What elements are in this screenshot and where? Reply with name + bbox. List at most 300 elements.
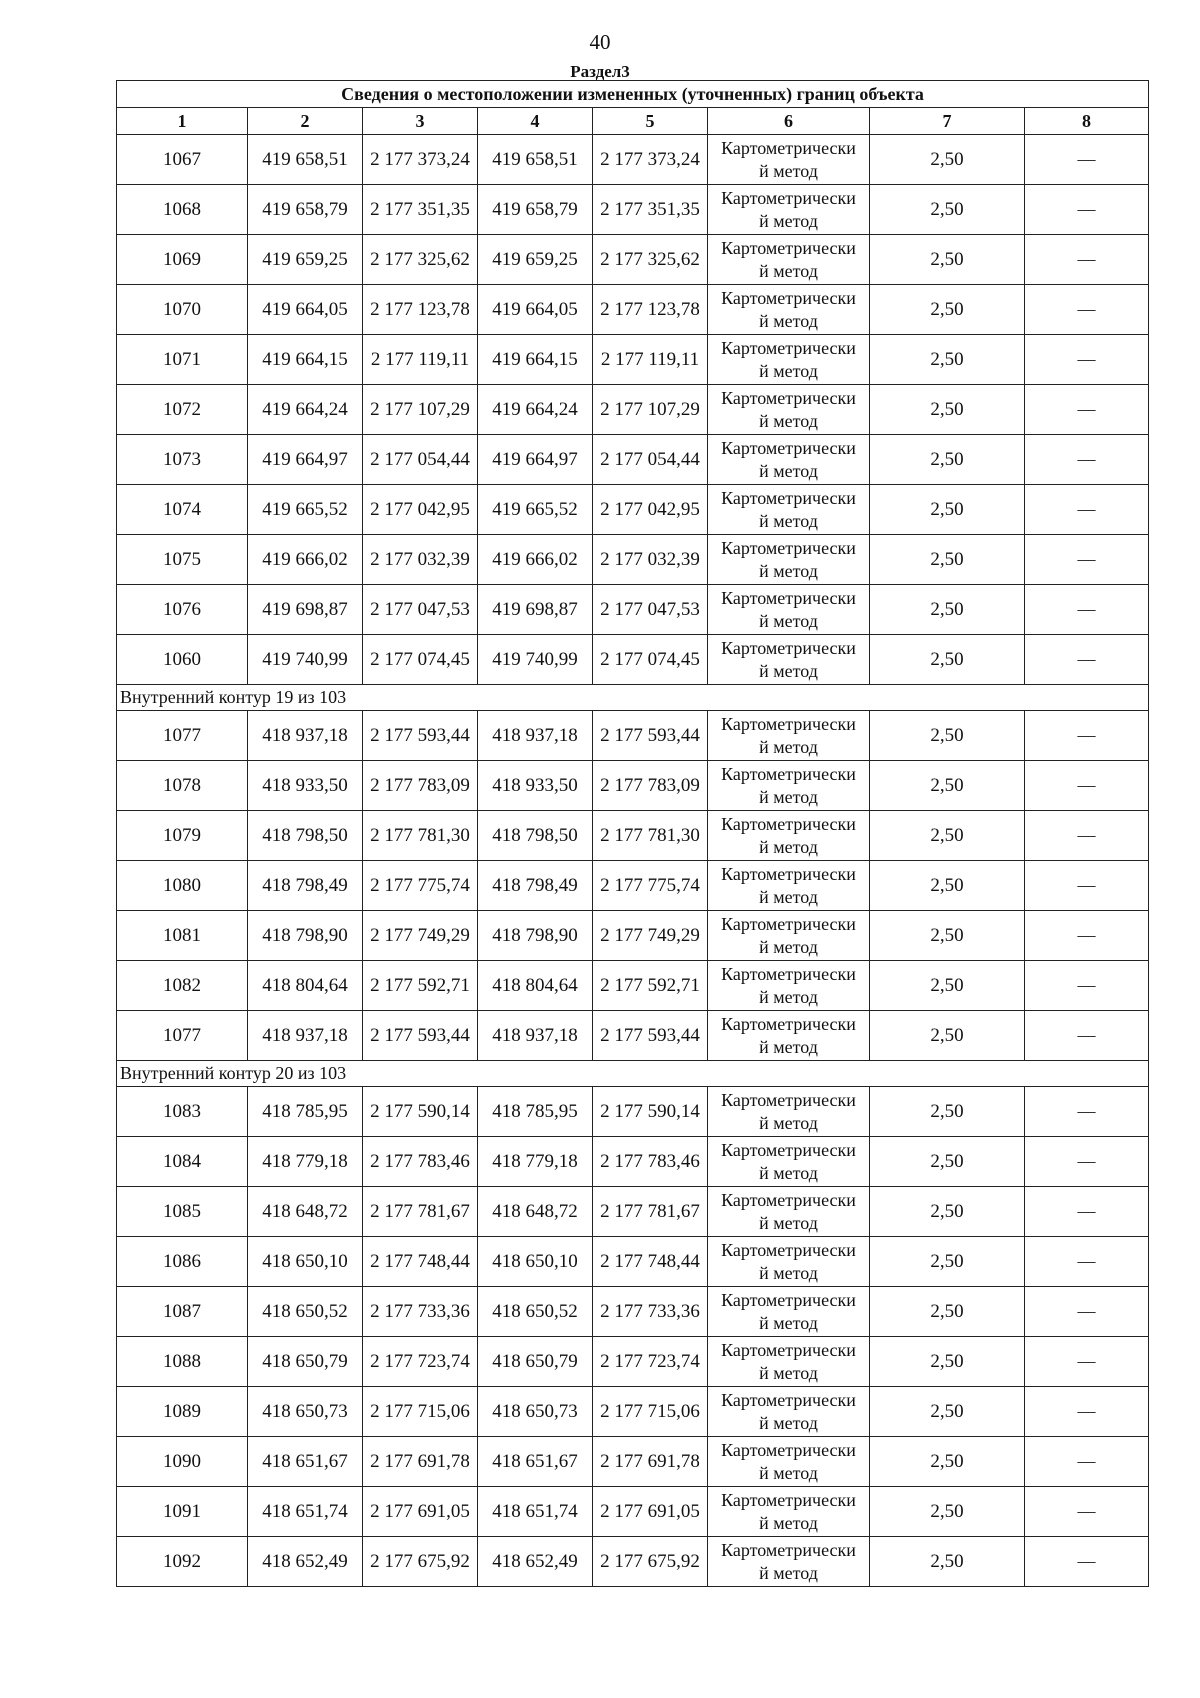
coord-x-new: 418 937,18 bbox=[478, 711, 593, 761]
coord-y-existing: 2 177 723,74 bbox=[363, 1337, 478, 1387]
coord-x-existing: 418 937,18 bbox=[248, 711, 363, 761]
table-row bbox=[117, 135, 1149, 185]
accuracy-value: 2,50 bbox=[870, 1337, 1025, 1387]
accuracy-value: 2,50 bbox=[870, 811, 1025, 861]
dash-cell: — bbox=[1025, 961, 1149, 1011]
coord-x-new: 418 804,64 bbox=[478, 961, 593, 1011]
method-line-1: Картометрически bbox=[721, 1189, 856, 1210]
method-line-2: й метод bbox=[759, 460, 818, 481]
point-number: 1068 bbox=[117, 185, 248, 235]
coord-x-existing: 418 804,64 bbox=[248, 961, 363, 1011]
method-cell bbox=[708, 911, 870, 961]
table-row bbox=[117, 1187, 1149, 1237]
table-row bbox=[117, 1387, 1149, 1437]
coord-x-new: 419 740,99 bbox=[478, 635, 593, 685]
table-row bbox=[117, 1287, 1149, 1337]
coord-y-existing: 2 177 325,62 bbox=[363, 235, 478, 285]
point-number: 1089 bbox=[117, 1387, 248, 1437]
coord-y-existing: 2 177 123,78 bbox=[363, 285, 478, 335]
page-number: 40 bbox=[589, 30, 611, 54]
accuracy-value: 2,50 bbox=[870, 1011, 1025, 1061]
coord-y-new: 2 177 691,78 bbox=[593, 1437, 708, 1487]
method-cell bbox=[708, 1137, 870, 1187]
coord-y-existing: 2 177 715,06 bbox=[363, 1387, 478, 1437]
point-number: 1078 bbox=[117, 761, 248, 811]
coord-y-new: 2 177 593,44 bbox=[593, 1011, 708, 1061]
dash-cell: — bbox=[1025, 135, 1149, 185]
table-row bbox=[117, 585, 1149, 635]
method-cell bbox=[708, 761, 870, 811]
point-number: 1091 bbox=[117, 1487, 248, 1537]
method-line-2: й метод bbox=[759, 1162, 818, 1183]
column-number: 8 bbox=[1025, 108, 1149, 135]
method-cell bbox=[708, 1237, 870, 1287]
point-number: 1077 bbox=[117, 1011, 248, 1061]
coord-y-new: 2 177 715,06 bbox=[593, 1387, 708, 1437]
accuracy-value: 2,50 bbox=[870, 1137, 1025, 1187]
table-row bbox=[117, 485, 1149, 535]
dash-cell: — bbox=[1025, 535, 1149, 585]
point-number: 1069 bbox=[117, 235, 248, 285]
method-line-1: Картометрически bbox=[721, 337, 856, 358]
dash-cell: — bbox=[1025, 1287, 1149, 1337]
method-line-2: й метод bbox=[759, 1562, 818, 1583]
method-line-2: й метод bbox=[759, 786, 818, 807]
column-number-row bbox=[117, 108, 1149, 135]
coord-y-existing: 2 177 047,53 bbox=[363, 585, 478, 635]
point-number: 1084 bbox=[117, 1137, 248, 1187]
method-line-1: Картометрически bbox=[721, 1439, 856, 1460]
coord-x-new: 419 698,87 bbox=[478, 585, 593, 635]
method-line-1: Картометрически bbox=[721, 137, 856, 158]
point-number: 1072 bbox=[117, 385, 248, 435]
coord-x-new: 418 650,79 bbox=[478, 1337, 593, 1387]
method-cell bbox=[708, 1087, 870, 1137]
accuracy-value: 2,50 bbox=[870, 1487, 1025, 1537]
coord-x-new: 419 664,97 bbox=[478, 435, 593, 485]
point-number: 1082 bbox=[117, 961, 248, 1011]
point-number: 1077 bbox=[117, 711, 248, 761]
coord-y-existing: 2 177 042,95 bbox=[363, 485, 478, 535]
accuracy-value: 2,50 bbox=[870, 911, 1025, 961]
dash-cell: — bbox=[1025, 385, 1149, 435]
coord-y-new: 2 177 775,74 bbox=[593, 861, 708, 911]
method-cell bbox=[708, 135, 870, 185]
table-row bbox=[117, 1437, 1149, 1487]
contour-header-row bbox=[117, 685, 1149, 711]
column-number: 5 bbox=[593, 108, 708, 135]
coord-y-existing: 2 177 748,44 bbox=[363, 1237, 478, 1287]
coord-y-existing: 2 177 351,35 bbox=[363, 185, 478, 235]
method-cell bbox=[708, 535, 870, 585]
dash-cell: — bbox=[1025, 435, 1149, 485]
coord-x-existing: 418 779,18 bbox=[248, 1137, 363, 1187]
coord-x-existing: 419 658,79 bbox=[248, 185, 363, 235]
accuracy-value: 2,50 bbox=[870, 761, 1025, 811]
table-row bbox=[117, 811, 1149, 861]
coord-x-new: 418 798,49 bbox=[478, 861, 593, 911]
dash-cell: — bbox=[1025, 711, 1149, 761]
coord-y-new: 2 177 047,53 bbox=[593, 585, 708, 635]
method-line-1: Картометрически bbox=[721, 487, 856, 508]
method-line-1: Картометрически bbox=[721, 913, 856, 934]
method-line-1: Картометрически bbox=[721, 537, 856, 558]
coord-x-existing: 418 651,67 bbox=[248, 1437, 363, 1487]
coord-x-existing: 419 664,24 bbox=[248, 385, 363, 435]
table-row bbox=[117, 385, 1149, 435]
method-cell bbox=[708, 1387, 870, 1437]
coord-x-new: 418 650,73 bbox=[478, 1387, 593, 1437]
method-line-1: Картометрически bbox=[721, 437, 856, 458]
accuracy-value: 2,50 bbox=[870, 235, 1025, 285]
method-line-1: Картометрически bbox=[721, 713, 856, 734]
coord-y-existing: 2 177 783,46 bbox=[363, 1137, 478, 1187]
method-line-2: й метод bbox=[759, 310, 818, 331]
table-row bbox=[117, 1011, 1149, 1061]
dash-cell: — bbox=[1025, 1011, 1149, 1061]
accuracy-value: 2,50 bbox=[870, 535, 1025, 585]
point-number: 1074 bbox=[117, 485, 248, 535]
coord-y-existing: 2 177 691,05 bbox=[363, 1487, 478, 1537]
point-number: 1071 bbox=[117, 335, 248, 385]
method-cell bbox=[708, 811, 870, 861]
table-row bbox=[117, 1137, 1149, 1187]
accuracy-value: 2,50 bbox=[870, 1187, 1025, 1237]
accuracy-value: 2,50 bbox=[870, 635, 1025, 685]
table-row bbox=[117, 1487, 1149, 1537]
coord-y-existing: 2 177 781,30 bbox=[363, 811, 478, 861]
accuracy-value: 2,50 bbox=[870, 861, 1025, 911]
method-line-2: й метод bbox=[759, 1036, 818, 1057]
method-line-2: й метод bbox=[759, 660, 818, 681]
method-cell bbox=[708, 1337, 870, 1387]
method-cell bbox=[708, 435, 870, 485]
coord-y-new: 2 177 733,36 bbox=[593, 1287, 708, 1337]
dash-cell: — bbox=[1025, 911, 1149, 961]
coord-y-new: 2 177 590,14 bbox=[593, 1087, 708, 1137]
method-cell bbox=[708, 711, 870, 761]
method-line-1: Картометрически bbox=[721, 1089, 856, 1110]
method-line-2: й метод bbox=[759, 1212, 818, 1233]
method-cell bbox=[708, 1437, 870, 1487]
method-cell bbox=[708, 961, 870, 1011]
method-cell bbox=[708, 585, 870, 635]
coord-y-new: 2 177 373,24 bbox=[593, 135, 708, 185]
coord-y-new: 2 177 032,39 bbox=[593, 535, 708, 585]
coord-x-existing: 419 658,51 bbox=[248, 135, 363, 185]
dash-cell: — bbox=[1025, 761, 1149, 811]
accuracy-value: 2,50 bbox=[870, 135, 1025, 185]
coord-x-new: 419 664,24 bbox=[478, 385, 593, 435]
dash-cell: — bbox=[1025, 1087, 1149, 1137]
column-number: 6 bbox=[708, 108, 870, 135]
coord-x-new: 418 785,95 bbox=[478, 1087, 593, 1137]
coord-y-new: 2 177 074,45 bbox=[593, 635, 708, 685]
coord-y-existing: 2 177 373,24 bbox=[363, 135, 478, 185]
coord-y-existing: 2 177 593,44 bbox=[363, 1011, 478, 1061]
table-row bbox=[117, 235, 1149, 285]
coord-x-new: 419 659,25 bbox=[478, 235, 593, 285]
coord-y-existing: 2 177 590,14 bbox=[363, 1087, 478, 1137]
method-line-1: Картометрически bbox=[721, 1539, 856, 1560]
method-cell bbox=[708, 1187, 870, 1237]
method-line-1: Картометрически bbox=[721, 287, 856, 308]
coord-y-existing: 2 177 691,78 bbox=[363, 1437, 478, 1487]
table-row bbox=[117, 1087, 1149, 1137]
dash-cell: — bbox=[1025, 1387, 1149, 1437]
coord-y-existing: 2 177 775,74 bbox=[363, 861, 478, 911]
accuracy-value: 2,50 bbox=[870, 1387, 1025, 1437]
coord-x-existing: 418 650,73 bbox=[248, 1387, 363, 1437]
method-cell bbox=[708, 485, 870, 535]
table-row bbox=[117, 335, 1149, 385]
coord-x-existing: 418 798,49 bbox=[248, 861, 363, 911]
method-line-2: й метод bbox=[759, 1312, 818, 1333]
coord-x-new: 419 658,51 bbox=[478, 135, 593, 185]
coord-y-new: 2 177 749,29 bbox=[593, 911, 708, 961]
coord-y-new: 2 177 119,11 bbox=[593, 335, 708, 385]
coord-y-existing: 2 177 119,11 bbox=[363, 335, 478, 385]
coord-x-existing: 419 740,99 bbox=[248, 635, 363, 685]
method-line-1: Картометрически bbox=[721, 1139, 856, 1160]
dash-cell: — bbox=[1025, 811, 1149, 861]
coord-y-new: 2 177 325,62 bbox=[593, 235, 708, 285]
coord-y-new: 2 177 123,78 bbox=[593, 285, 708, 335]
accuracy-value: 2,50 bbox=[870, 285, 1025, 335]
point-number: 1090 bbox=[117, 1437, 248, 1487]
accuracy-value: 2,50 bbox=[870, 435, 1025, 485]
method-line-2: й метод bbox=[759, 410, 818, 431]
dash-cell: — bbox=[1025, 335, 1149, 385]
point-number: 1076 bbox=[117, 585, 248, 635]
boundary-table bbox=[116, 80, 1149, 1587]
coord-x-existing: 419 666,02 bbox=[248, 535, 363, 585]
coord-x-new: 419 665,52 bbox=[478, 485, 593, 535]
method-cell bbox=[708, 185, 870, 235]
method-line-2: й метод bbox=[759, 1362, 818, 1383]
method-line-1: Картометрически bbox=[721, 863, 856, 884]
method-cell bbox=[708, 235, 870, 285]
dash-cell: — bbox=[1025, 1187, 1149, 1237]
coord-y-existing: 2 177 749,29 bbox=[363, 911, 478, 961]
method-line-1: Картометрически bbox=[721, 763, 856, 784]
contour-label: Внутренний контур 20 из 103 bbox=[117, 1061, 1149, 1087]
method-line-1: Картометрически bbox=[721, 813, 856, 834]
point-number: 1073 bbox=[117, 435, 248, 485]
coord-y-new: 2 177 781,67 bbox=[593, 1187, 708, 1237]
method-cell bbox=[708, 1011, 870, 1061]
coord-y-new: 2 177 783,09 bbox=[593, 761, 708, 811]
section-title: Раздел3 bbox=[570, 62, 630, 81]
point-number: 1081 bbox=[117, 911, 248, 961]
table-row bbox=[117, 1237, 1149, 1287]
coord-x-new: 419 658,79 bbox=[478, 185, 593, 235]
point-number: 1079 bbox=[117, 811, 248, 861]
coord-y-new: 2 177 691,05 bbox=[593, 1487, 708, 1537]
coord-y-new: 2 177 781,30 bbox=[593, 811, 708, 861]
coord-x-new: 419 666,02 bbox=[478, 535, 593, 585]
table-row bbox=[117, 185, 1149, 235]
dash-cell: — bbox=[1025, 1137, 1149, 1187]
dash-cell: — bbox=[1025, 1237, 1149, 1287]
dash-cell: — bbox=[1025, 485, 1149, 535]
column-number: 1 bbox=[117, 108, 248, 135]
coord-x-existing: 418 785,95 bbox=[248, 1087, 363, 1137]
method-line-2: й метод bbox=[759, 210, 818, 231]
dash-cell: — bbox=[1025, 635, 1149, 685]
method-line-2: й метод bbox=[759, 1412, 818, 1433]
coord-y-new: 2 177 592,71 bbox=[593, 961, 708, 1011]
coord-y-new: 2 177 351,35 bbox=[593, 185, 708, 235]
coord-x-new: 418 650,10 bbox=[478, 1237, 593, 1287]
contour-header-row bbox=[117, 1061, 1149, 1087]
point-number: 1087 bbox=[117, 1287, 248, 1337]
method-cell bbox=[708, 635, 870, 685]
dash-cell: — bbox=[1025, 1337, 1149, 1387]
coord-x-new: 418 798,50 bbox=[478, 811, 593, 861]
coord-y-new: 2 177 054,44 bbox=[593, 435, 708, 485]
point-number: 1075 bbox=[117, 535, 248, 585]
method-line-2: й метод bbox=[759, 1262, 818, 1283]
coord-x-existing: 419 664,97 bbox=[248, 435, 363, 485]
coord-x-new: 418 648,72 bbox=[478, 1187, 593, 1237]
method-line-2: й метод bbox=[759, 160, 818, 181]
coord-x-existing: 418 648,72 bbox=[248, 1187, 363, 1237]
method-cell bbox=[708, 1487, 870, 1537]
method-line-2: й метод bbox=[759, 936, 818, 957]
method-line-1: Картометрически bbox=[721, 1013, 856, 1034]
dash-cell: — bbox=[1025, 861, 1149, 911]
point-number: 1092 bbox=[117, 1537, 248, 1587]
coord-y-existing: 2 177 074,45 bbox=[363, 635, 478, 685]
table-row bbox=[117, 861, 1149, 911]
coord-y-new: 2 177 107,29 bbox=[593, 385, 708, 435]
coord-y-existing: 2 177 592,71 bbox=[363, 961, 478, 1011]
coord-x-existing: 418 650,52 bbox=[248, 1287, 363, 1337]
point-number: 1083 bbox=[117, 1087, 248, 1137]
method-line-2: й метод bbox=[759, 260, 818, 281]
accuracy-value: 2,50 bbox=[870, 1537, 1025, 1587]
coord-x-existing: 418 798,50 bbox=[248, 811, 363, 861]
method-line-2: й метод bbox=[759, 986, 818, 1007]
coord-x-new: 418 651,74 bbox=[478, 1487, 593, 1537]
coord-y-new: 2 177 042,95 bbox=[593, 485, 708, 535]
coord-x-new: 418 652,49 bbox=[478, 1537, 593, 1587]
coord-y-existing: 2 177 675,92 bbox=[363, 1537, 478, 1587]
coord-x-existing: 418 650,79 bbox=[248, 1337, 363, 1387]
accuracy-value: 2,50 bbox=[870, 485, 1025, 535]
table-row bbox=[117, 535, 1149, 585]
accuracy-value: 2,50 bbox=[870, 385, 1025, 435]
accuracy-value: 2,50 bbox=[870, 185, 1025, 235]
coord-y-existing: 2 177 593,44 bbox=[363, 711, 478, 761]
accuracy-value: 2,50 bbox=[870, 711, 1025, 761]
coord-y-new: 2 177 675,92 bbox=[593, 1537, 708, 1587]
coord-x-existing: 419 664,15 bbox=[248, 335, 363, 385]
coord-x-existing: 418 652,49 bbox=[248, 1537, 363, 1587]
method-line-1: Картометрически bbox=[721, 587, 856, 608]
coord-y-new: 2 177 783,46 bbox=[593, 1137, 708, 1187]
coord-y-existing: 2 177 032,39 bbox=[363, 535, 478, 585]
table-row bbox=[117, 961, 1149, 1011]
coord-x-existing: 419 665,52 bbox=[248, 485, 363, 535]
dash-cell: — bbox=[1025, 1487, 1149, 1537]
coord-y-new: 2 177 593,44 bbox=[593, 711, 708, 761]
dash-cell: — bbox=[1025, 185, 1149, 235]
method-cell bbox=[708, 1537, 870, 1587]
method-line-1: Картометрически bbox=[721, 1389, 856, 1410]
point-number: 1067 bbox=[117, 135, 248, 185]
coord-x-existing: 418 651,74 bbox=[248, 1487, 363, 1537]
coord-x-new: 418 933,50 bbox=[478, 761, 593, 811]
coord-y-existing: 2 177 783,09 bbox=[363, 761, 478, 811]
dash-cell: — bbox=[1025, 285, 1149, 335]
point-number: 1088 bbox=[117, 1337, 248, 1387]
coord-x-existing: 419 698,87 bbox=[248, 585, 363, 635]
method-line-1: Картометрически bbox=[721, 1339, 856, 1360]
table-row bbox=[117, 1337, 1149, 1387]
table-title: Сведения о местоположении измененных (уточненных) границ объекта bbox=[117, 81, 1149, 108]
column-number: 2 bbox=[248, 108, 363, 135]
column-number: 4 bbox=[478, 108, 593, 135]
coord-x-existing: 418 798,90 bbox=[248, 911, 363, 961]
dash-cell: — bbox=[1025, 585, 1149, 635]
table-row bbox=[117, 635, 1149, 685]
coord-x-new: 418 798,90 bbox=[478, 911, 593, 961]
coord-x-existing: 418 933,50 bbox=[248, 761, 363, 811]
method-line-2: й метод bbox=[759, 1462, 818, 1483]
method-line-2: й метод bbox=[759, 360, 818, 381]
method-line-1: Картометрически bbox=[721, 637, 856, 658]
method-line-1: Картометрически bbox=[721, 187, 856, 208]
accuracy-value: 2,50 bbox=[870, 1437, 1025, 1487]
coord-x-new: 419 664,15 bbox=[478, 335, 593, 385]
method-line-2: й метод bbox=[759, 510, 818, 531]
point-number: 1070 bbox=[117, 285, 248, 335]
contour-label: Внутренний контур 19 из 103 bbox=[117, 685, 1149, 711]
point-number: 1060 bbox=[117, 635, 248, 685]
coord-y-existing: 2 177 054,44 bbox=[363, 435, 478, 485]
dash-cell: — bbox=[1025, 235, 1149, 285]
point-number: 1086 bbox=[117, 1237, 248, 1287]
method-line-1: Картометрически bbox=[721, 1289, 856, 1310]
coord-x-existing: 419 659,25 bbox=[248, 235, 363, 285]
column-number: 7 bbox=[870, 108, 1025, 135]
coord-y-existing: 2 177 781,67 bbox=[363, 1187, 478, 1237]
method-line-1: Картометрически bbox=[721, 963, 856, 984]
table-row bbox=[117, 285, 1149, 335]
method-line-1: Картометрически bbox=[721, 387, 856, 408]
coord-y-new: 2 177 748,44 bbox=[593, 1237, 708, 1287]
coord-x-new: 419 664,05 bbox=[478, 285, 593, 335]
dash-cell: — bbox=[1025, 1537, 1149, 1587]
coord-y-new: 2 177 723,74 bbox=[593, 1337, 708, 1387]
table-body bbox=[117, 135, 1149, 1587]
coord-x-new: 418 779,18 bbox=[478, 1137, 593, 1187]
coord-y-existing: 2 177 107,29 bbox=[363, 385, 478, 435]
coord-x-new: 418 937,18 bbox=[478, 1011, 593, 1061]
point-number: 1085 bbox=[117, 1187, 248, 1237]
accuracy-value: 2,50 bbox=[870, 585, 1025, 635]
method-line-1: Картометрически bbox=[721, 237, 856, 258]
method-cell bbox=[708, 861, 870, 911]
method-line-2: й метод bbox=[759, 836, 818, 857]
coord-x-new: 418 651,67 bbox=[478, 1437, 593, 1487]
coord-y-existing: 2 177 733,36 bbox=[363, 1287, 478, 1337]
method-line-2: й метод bbox=[759, 610, 818, 631]
table-row bbox=[117, 911, 1149, 961]
accuracy-value: 2,50 bbox=[870, 1087, 1025, 1137]
